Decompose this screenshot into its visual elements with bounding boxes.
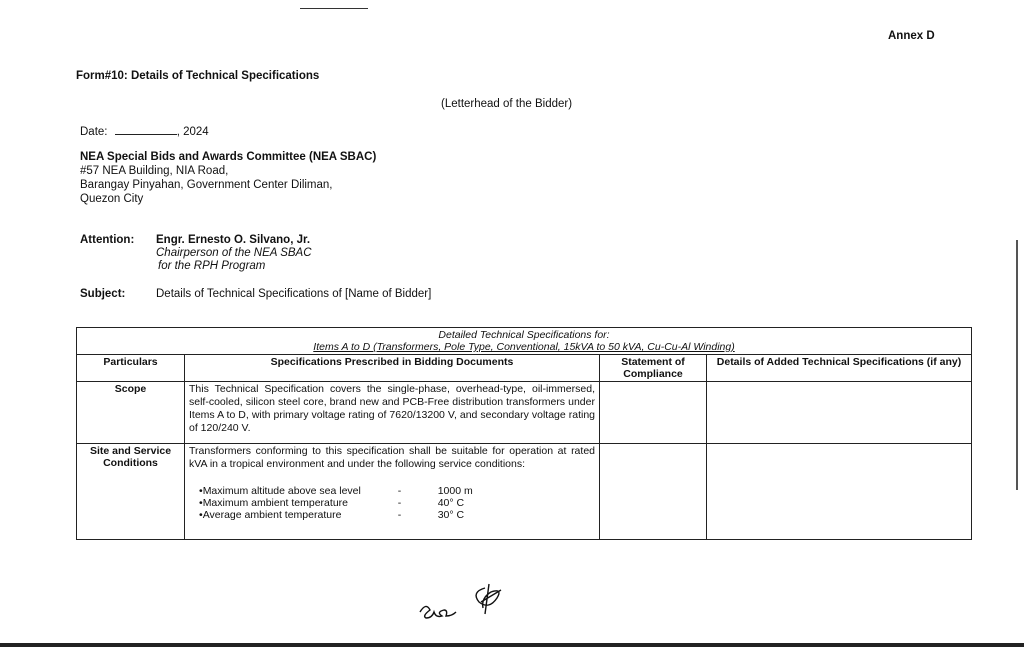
addressee-name: NEA Special Bids and Awards Committee (NEA SBAC): [80, 151, 377, 163]
address-line: #57 NEA Building, NIA Road,: [80, 165, 229, 177]
spec-text: Transformers conforming to this specification shall be suitable for operation at rated kVA in a tropical environment and under the following service conditions:: [189, 445, 595, 470]
form-title: Form#10: Details of Technical Specifications: [76, 70, 320, 82]
header-compliance: Statement of Compliance: [600, 355, 707, 382]
subject-text: Details of Technical Specifications of [Name of Bidder]: [156, 288, 432, 300]
addressee: [80, 150, 376, 206]
handwritten-initials: [415, 580, 515, 625]
spec-cell: This Technical Specification covers the single-phase, overhead-type, oil-immersed, self-cooled, silicon steel core, brand new and PCB-Free distribution transformers under Items A to D, with primary voltage rating of 7620/13200 V, and secondary voltage rating of 120/240 V.: [185, 382, 600, 444]
attention-title: for the RPH Program: [158, 260, 266, 272]
header-added-details: Details of Added Technical Specifications (if any): [707, 355, 972, 382]
date-year: , 2024: [176, 126, 209, 138]
bottom-scan-edge: [0, 643, 1024, 647]
particular-cell: Site and Service Conditions: [77, 444, 185, 540]
attention-name: Engr. Ernesto O. Silvano, Jr.: [156, 234, 311, 246]
date-line: [80, 126, 209, 138]
table-row: [77, 382, 972, 444]
annex-label: Annex D: [888, 30, 935, 42]
table-title: Detailed Technical Specifications for: Items A to D (Transformers, Pole Type, Conventional, 15kVA to 50 kVA, Cu-Cu-Al Winding): [77, 328, 972, 355]
letterhead-placeholder: (Letterhead of the Bidder): [441, 98, 573, 110]
attention-block: [156, 234, 312, 273]
header-particulars: Particulars: [77, 355, 185, 382]
particular-cell: Scope: [77, 382, 185, 444]
technical-specifications-table: [76, 327, 972, 540]
address-line: Barangay Pinyahan, Government Center Diliman,: [80, 179, 333, 191]
header-specifications: Specifications Prescribed in Bidding Documents: [185, 355, 600, 382]
condition-item: • Average ambient temperature - 30° C: [199, 509, 465, 521]
attention-label: Attention:: [80, 234, 135, 246]
table-row: [77, 444, 972, 540]
date-label: Date:: [80, 126, 108, 138]
subject-label: Subject:: [80, 288, 126, 300]
right-scan-edge: [1016, 240, 1018, 490]
attention-title: Chairperson of the NEA SBAC: [156, 247, 312, 259]
top-rule: [300, 8, 368, 9]
address-line: Quezon City: [80, 193, 144, 205]
compliance-cell[interactable]: [600, 382, 707, 444]
date-blank: [115, 134, 177, 135]
spec-cell: [185, 444, 600, 540]
condition-item: • Maximum ambient temperature - 40° C: [199, 497, 465, 509]
added-details-cell[interactable]: [707, 444, 972, 540]
added-details-cell[interactable]: [707, 382, 972, 444]
condition-item: • Maximum altitude above sea level - 1000 m: [199, 485, 473, 497]
compliance-cell[interactable]: [600, 444, 707, 540]
conditions-list: [199, 485, 595, 521]
